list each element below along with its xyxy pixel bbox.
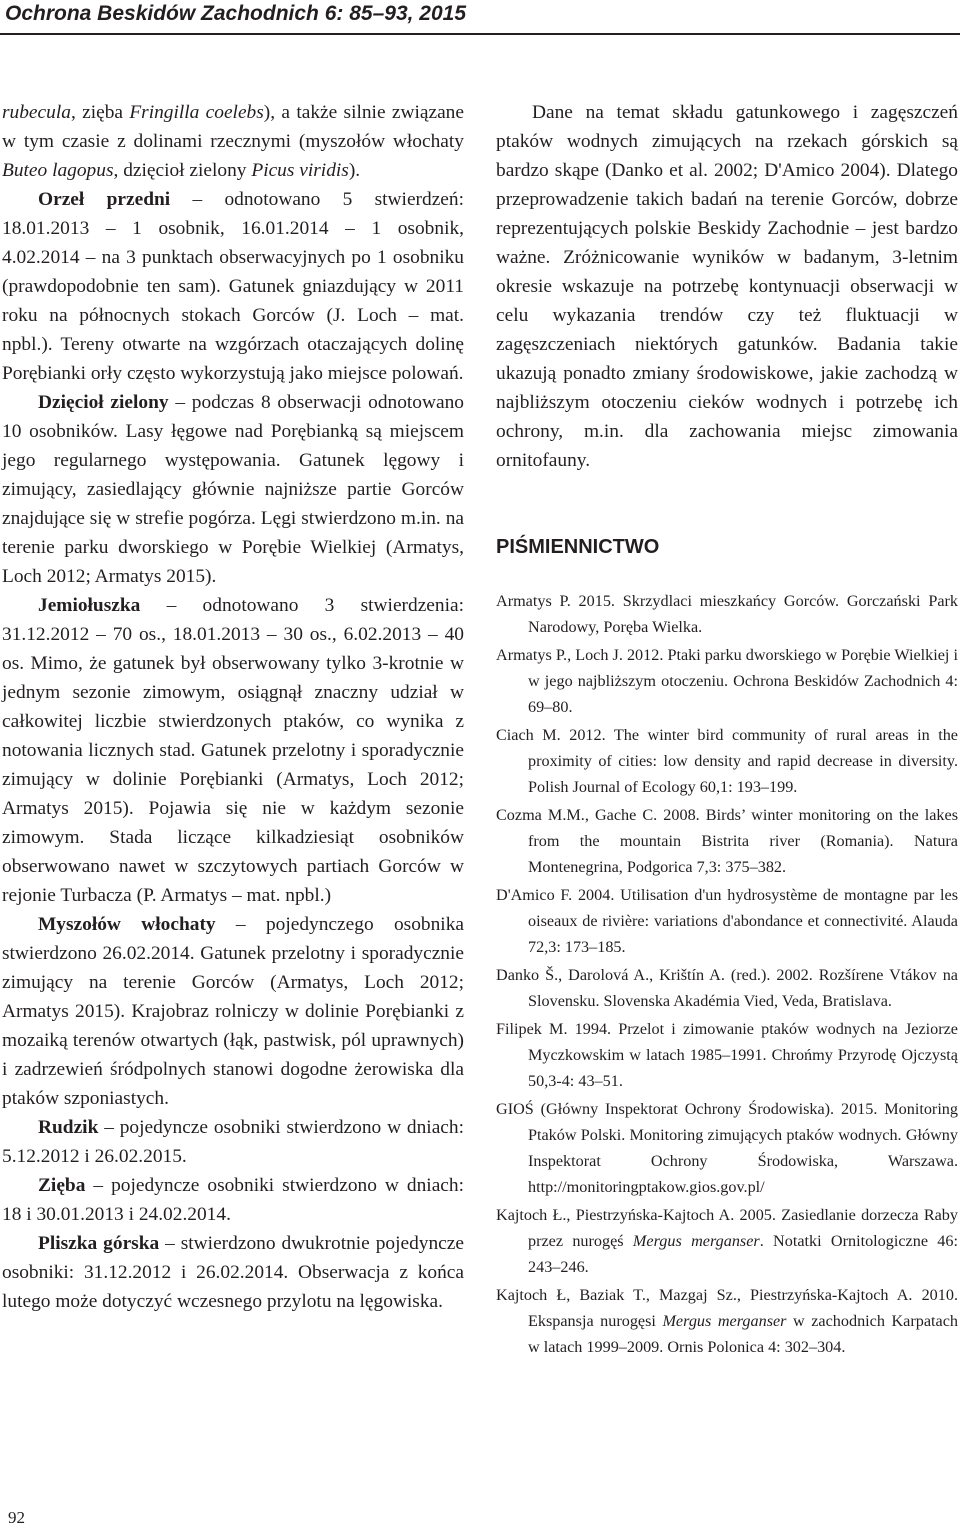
references-heading: PIŚMIENNICTWO	[496, 536, 660, 558]
paragraph-jemioluszka: Jemiołuszka – odnotowano 3 stwierdzenia: 31.12.2012 – 70 os., 18.01.2013 – 30 os., 6.02.2013 – 40 os. Mimo, że gatunek był obserwowany tylko 3-krotnie w jednym sezonie zimowym, osiągnął znaczny udział w całkowitej liczbie stwierdzonych ptaków, co wynika z notowania licznych stad. Gatunek przelotny i sporadycznie zimujący w dolinie Porębianki (Armatys, Loch 2012; Armatys 2015). Pojawia się nie w każdym sezonie zimowym. Stada liczące kilkadziesiąt osobników obserwowano nawet w szczytowych partiach Gorców w rejonie Turbacza (P. Armatys – mat. npbl.)	[2, 595, 464, 906]
reference-item: Kajtoch Ł, Baziak T., Mazgaj Sz., Piestrzyńska-Kajtoch A. 2010. Ekspansja nurogęsi Mergus merganser w zachodnich Karpatach w latach 1999–2009. Ornis Polonica 4: 302–304.	[496, 1286, 958, 1356]
species-name: Dzięcioł zielony	[38, 392, 169, 413]
paragraph-pliszka-gorska: Pliszka górska – stwierdzono dwukrotnie pojedyncze osobniki: 31.12.2012 i 26.02.2014. Obserwacja z końca lutego może dotyczyć wczesnego przylotu na lęgowiska.	[2, 1233, 464, 1312]
running-header	[0, 0, 960, 30]
species-name: Zięba	[38, 1175, 86, 1196]
reference-item: Danko Š., Darolová A., Krištín A. (red.). 2002. Rozšírene Vtákov na Slovensku. Slovenska Akadémia Vied, Veda, Bratislava.	[496, 966, 958, 1010]
species-name: Myszołów włochaty	[38, 914, 216, 935]
species-name: Orzeł przedni	[38, 189, 171, 210]
journal-title: Ochrona Beskidów Zachodnich 6: 85–93, 2015	[5, 2, 467, 25]
reference-item: GIOŚ (Główny Inspektorat Ochrony Środowiska). 2015. Monitoring Ptaków Polski. Monitoring zimujących ptaków wodnych. Główny Inspektorat Ochrony Środowiska, Warszawa. http://monitoringptakow.gios.gov.pl/	[496, 1100, 958, 1196]
reference-item: Ciach M. 2012. The winter bird community of rural areas in the proximity of cities: low density and rapid decrease in diversity. Polish Journal of Ecology 60,1: 193–199.	[496, 726, 958, 796]
header-rule	[0, 33, 960, 35]
paragraph-myszolow-wlochaty: Myszołów włochaty – pojedynczego osobnika stwierdzono 26.02.2014. Gatunek przelotny i sporadycznie zimujący na terenie Gorców (Armatys, Loch 2012; Armatys 2015). Krajobraz rolniczy w dolinie Porębianki z mozaiką terenów otwartych (łąk, pastwisk, pól uprawnych) i zadrzewień śródpolnych stanowi dogodne żerowiska dla ptaków szponiastych.	[2, 914, 464, 1109]
page-number: 92	[8, 1508, 25, 1527]
reference-list	[496, 588, 958, 1360]
paragraph-species-list: rubecula, zięba Fringilla coelebs), a także silnie związane w tym czasie z dolinami rzecznymi (myszołów włochaty Buteo lagopus, dzięcioł zielony Picus viridis).	[2, 102, 464, 181]
reference-item: D'Amico F. 2004. Utilisation d'un hydrosystème de montagne par les oiseaux de rivière: variations d'abondance et connectivité. Alauda 72,3: 173–185.	[496, 886, 958, 956]
reference-item: Cozma M.M., Gache C. 2008. Birds’ winter monitoring on the lakes from the mountain Bistrita river (Romania). Natura Montenegrina, Podgorica 7,3: 375–382.	[496, 806, 958, 876]
species-name: Rudzik	[38, 1117, 99, 1138]
reference-item: Kajtoch Ł., Piestrzyńska-Kajtoch A. 2005. Zasiedlanie dorzecza Raby przez nurogęś Mergus merganser. Notatki Ornitologiczne 46: 243–246.	[496, 1206, 958, 1276]
reference-item: Filipek M. 1994. Przelot i zimowanie ptaków wodnych na Jeziorze Myczkowskim w latach 1985–1991. Chrońmy Przyrodę Ojczystą 50,3-4: 43–51.	[496, 1020, 958, 1090]
left-column	[2, 98, 464, 1316]
paragraph-dzieciol-zielony: Dzięcioł zielony – podczas 8 obserwacji odnotowano 10 osobników. Lasy łęgowe nad Porębianką są miejscem jego regularnego występowania. Gatunek lęgowy i zimujący, zasiedlający głównie najniższe partie Gorców znajdujące się w strefie pogórza. Lęgi stwierdzono m.in. na terenie parku dworskiego w Porębie Wielkiej (Armatys, Loch 2012; Armatys 2015).	[2, 392, 464, 587]
paragraph-orzel-przedni: Orzeł przedni – odnotowano 5 stwierdzeń: 18.01.2013 – 1 osobnik, 16.01.2014 – 1 osobnik, 4.02.2014 – na 3 punktach obserwacyjnych po 1 osobniku (prawdopodobnie ten sam). Gatunek gniazdujący w 2011 roku na północnych stokach Gorców (J. Loch – mat. npbl.). Tereny otwarte na wzgórzach otaczających dolinę Porębianki orły często wykorzystują jako miejsce polowań.	[2, 189, 464, 384]
species-name: Jemiołuszka	[38, 595, 141, 616]
species-name: Pliszka górska	[38, 1233, 160, 1254]
right-column	[496, 98, 958, 1362]
paragraph-rudzik: Rudzik – pojedyncze osobniki stwierdzono w dniach: 5.12.2012 i 26.02.2015.	[2, 1117, 464, 1167]
reference-item: Armatys P., Loch J. 2012. Ptaki parku dworskiego w Porębie Wielkiej i w jego najbliższym otoczeniu. Ochrona Beskidów Zachodnich 4: 69–80.	[496, 646, 958, 716]
paragraph-zieba: Zięba – pojedyncze osobniki stwierdzono w dniach: 18 i 30.01.2013 i 24.02.2014.	[2, 1175, 464, 1225]
paragraph-summary: Dane na temat składu gatunkowego i zagęszczeń ptaków wodnych zimujących na rzekach górskich są bardzo skąpe (Danko et al. 2002; D'Amico 2004). Dlatego przeprowadzenie takich badań na terenie Gorców, dobrze reprezentujących polskie Beskidy Zachodnie – jest bardzo ważne. Zróżnicowanie wyników w badanym, 3-letnim okresie wskazuje na potrzebę kontynuacji obserwacji w celu wykazania trendów czy też fluktuacji w zagęszczeniach niektórych gatunków. Badania takie ukazują ponadto zmiany środowiskowe, jakie zachodzą w najbliższym otoczeniu cieków wodnych i potrzebę ich ochrony, m.in. dla zachowania miejsc zimowania ornitofauny.	[496, 102, 958, 471]
reference-item: Armatys P. 2015. Skrzydlaci mieszkańcy Gorców. Gorczański Park Narodowy, Poręba Wielka.	[496, 592, 958, 636]
